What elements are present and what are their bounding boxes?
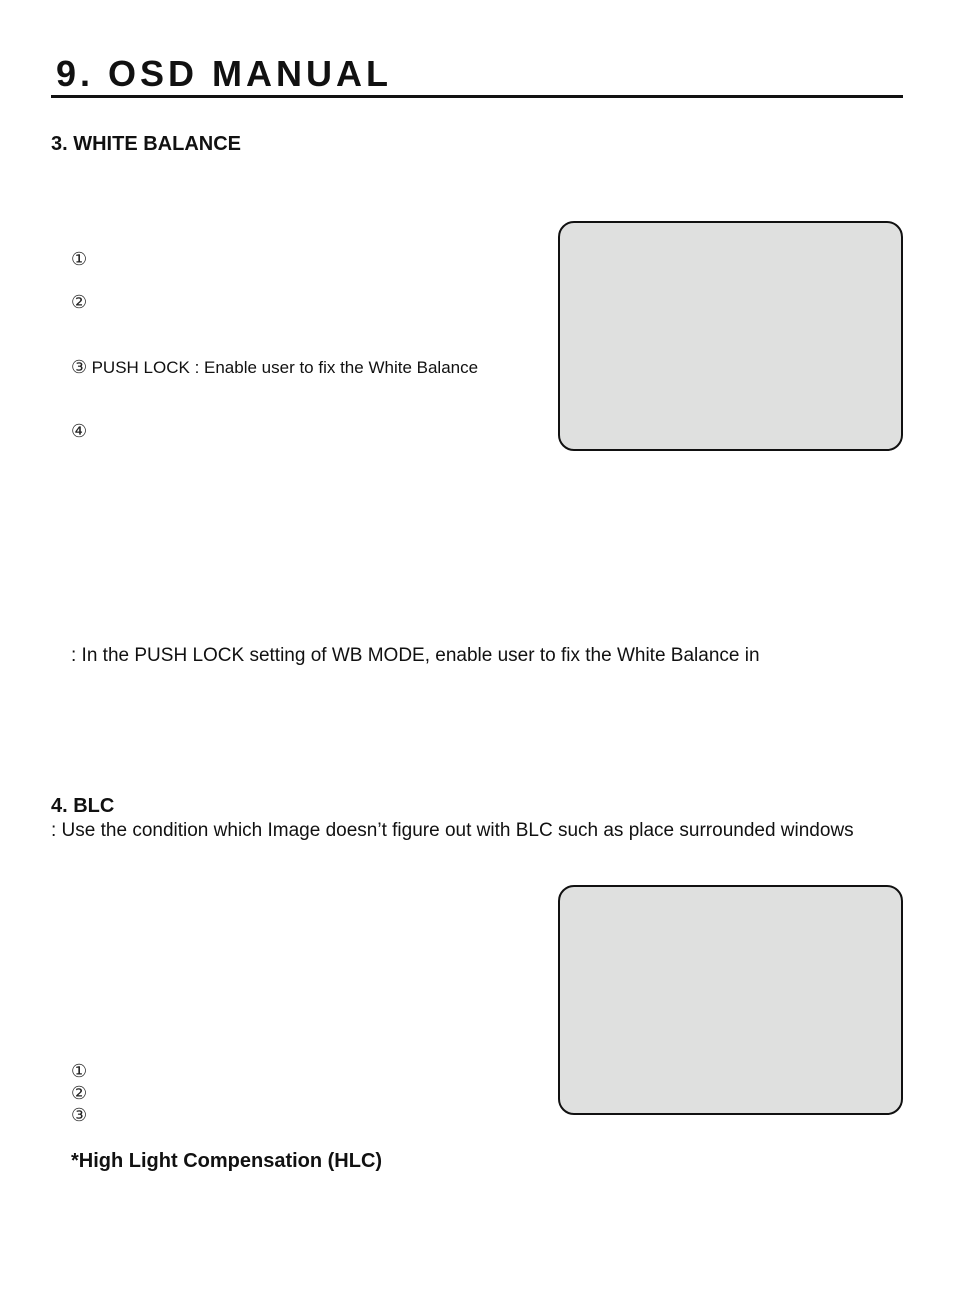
wb-osd-screen-image xyxy=(558,221,903,451)
wb-item-3-marker: ③ xyxy=(71,357,88,378)
blc-description: : Use the condition which Image doesn’t figure out with BLC such as place surrounded windows xyxy=(51,820,854,841)
blc-item-3-marker: ③ xyxy=(71,1105,88,1126)
wb-item-2-marker: ② xyxy=(71,292,88,313)
wb-item-4-marker: ④ xyxy=(71,421,88,442)
blc-heading: 4. BLC xyxy=(51,795,115,817)
hlc-heading: *High Light Compensation (HLC) xyxy=(71,1150,383,1172)
push-lock-note: : In the PUSH LOCK setting of WB MODE, enable user to fix the White Balance in xyxy=(71,645,760,666)
blc-osd-screen-image xyxy=(558,885,903,1115)
wb-item-3-text: PUSH LOCK : Enable user to fix the White Balance xyxy=(91,358,479,377)
wb-item-3 xyxy=(71,357,478,379)
blc-item-1-marker: ① xyxy=(71,1061,88,1082)
white-balance-heading: 3. WHITE BALANCE xyxy=(51,133,241,155)
blc-item-2-marker: ② xyxy=(71,1083,88,1104)
page-title: 9. OSD MANUAL xyxy=(56,53,393,94)
wb-item-1-marker: ① xyxy=(71,249,88,270)
title-divider xyxy=(51,95,903,98)
